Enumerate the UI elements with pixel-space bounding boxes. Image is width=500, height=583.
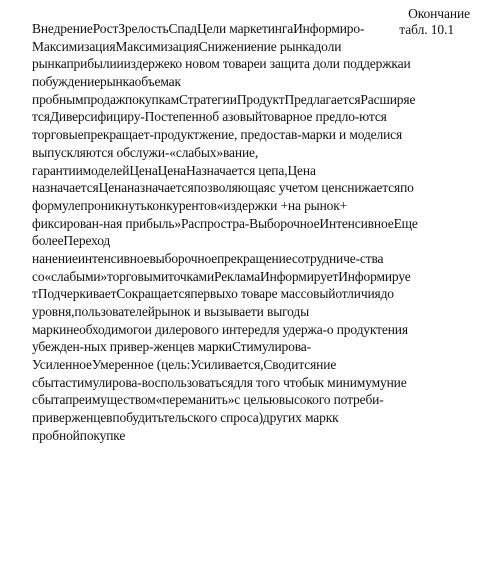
text-line: приверженцевпобудитьтельского спроса)других маркк: [32, 410, 339, 426]
text-line: побуждениерынкаобъемак: [32, 74, 181, 90]
text-line: нанениеинтенсивноевыборочноепрекращениесотрудниче-ства: [32, 250, 384, 266]
text-line: тсяДиверсифициру-Постепенноб азовыйтоварное предло-ются: [32, 109, 387, 125]
text-line: тПодчеркиваетСокращаетсяпервыхо товаре массовыйотличиядо: [32, 286, 394, 302]
text-line: ВнедрениеРостЗрелостьСпадЦели маркетингаИнформиро-: [32, 21, 365, 36]
text-line: назначаетсяЦенаназначаетсяпозволяющаяс учетом ценснижаетсяпо: [32, 180, 414, 196]
text-line: УсиленноеУмеренное (цель:Усиливается,Сводитсяние: [32, 357, 337, 373]
text-line: фиксирован-ная прибыль»Распростра-ВыборочноеИнтенсивноеЕще: [32, 215, 418, 231]
text-line: выпускляются обслужи-«слабых»вание,: [32, 144, 259, 160]
text-line: пробнымпродажпокупкамСтратегииПродуктПредлагаетсяРасширяе: [32, 91, 416, 107]
text-line: гарантиимоделейЦенаЦенаНазначается цепа,Цена: [32, 162, 316, 178]
text-line: маркинеобходимогои дилерового интередля удержа-о продуктения: [32, 321, 408, 337]
table-text-body: [32, 20, 496, 445]
text-line: МаксимизацияМаксимизацияСнижениение рынкадоли: [32, 38, 342, 54]
text-line: формулепроникнутьконкурентов«издержки +на рынок+: [32, 197, 348, 213]
text-line: рынкаприбылиииздержеко новом товареи защита доли поддержкаи: [32, 56, 411, 72]
text-line: сбытастимулирова-воспользоватьсядля того чтобык минимумуние: [32, 374, 407, 390]
text-line: пробнойпокупке: [32, 427, 126, 443]
text-line: уровня,пользователейрынок и вызываети выгоды: [32, 304, 310, 319]
table-number-label: табл. 10.1: [399, 22, 454, 37]
table-continuation-label: Окончание: [408, 6, 470, 21]
text-line: со«слабыми»торговымиточкамиРекламаИнформируетИнформируе: [32, 268, 411, 284]
text-line: болееПереход: [32, 233, 111, 249]
text-line: сбытапреимуществом«переманить»с цельювысокого потреби-: [32, 392, 384, 408]
text-line: торговыепрекращает-продуктжение, предостав-марки и моделися: [32, 127, 403, 143]
text-line: убежден-ных привер-женцев маркиСтимулирова-: [32, 339, 311, 355]
